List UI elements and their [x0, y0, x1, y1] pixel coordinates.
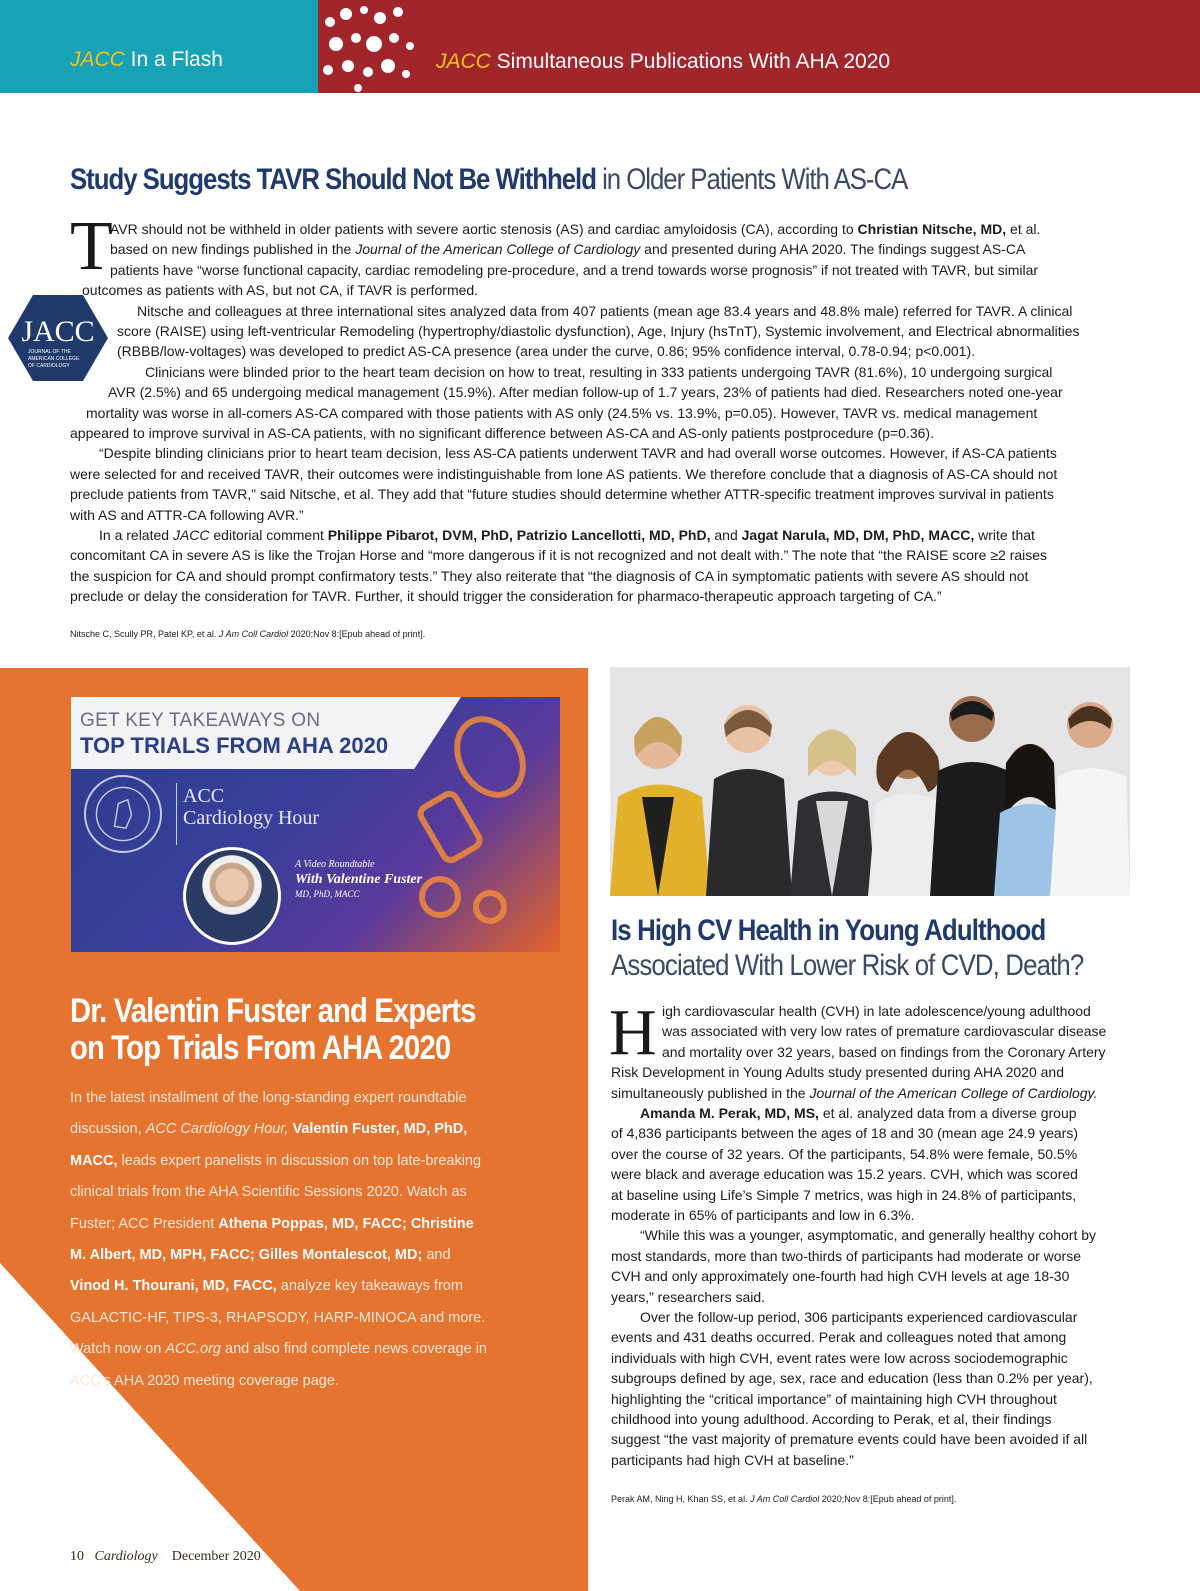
article2-text-line: individuals with high CVH, event rates were low across sociodemographic	[611, 1349, 1068, 1366]
article1-text-line: concomitant CA in severe AS is like the Trojan Horse and “more dangerous if it is not recognized and not dealt with.” The note that “the RAISE score ≥2 raises	[70, 547, 1048, 564]
video-promo-banner[interactable]	[71, 697, 560, 952]
article1-headline: Study Suggests TAVR Should Not Be Withheld in Older Patients With AS-CA	[70, 163, 908, 196]
article1-dropcap: T	[70, 208, 113, 285]
article2-text-line: moderate in 65% of participants and low in 6.3%.	[611, 1207, 915, 1223]
promo-text-line: Watch now on ACC.org and also find complete news coverage in	[70, 1341, 487, 1358]
article2-text-line: most standards, more than two-thirds of participants had moderate or worse	[611, 1247, 1081, 1264]
svg-text:JOURNAL OF THE: JOURNAL OF THE	[28, 349, 71, 355]
article1-text-line: AVR (2.5%) and 65 undergoing medical management (15.9%). After median follow-up of 1.7 years, 23% of patients had died. Researchers noted one-year	[108, 384, 1063, 401]
article1-text-line: outcomes as patients with AS, but not CA, if TAVR is performed.	[82, 282, 479, 299]
article2-text-line: of 4,836 participants between the ages of 18 and 30 (mean age 24.9 years)	[611, 1125, 1078, 1142]
article2-text-line: “While this was a younger, asymptomatic, and generally healthy cohort by	[640, 1227, 1097, 1244]
article2-subheadline: Associated With Lower Risk of CVD, Death?	[611, 949, 1084, 982]
article2-text-line: was associated with very low rates of premature cardiovascular disease	[662, 1023, 1107, 1040]
article2-text-line: subgroups defined by age, sex, race and education (less than 0.2% per year),	[611, 1370, 1093, 1387]
promo-title: TOP TRIALS FROM AHA 2020	[80, 733, 389, 758]
article2-text-line: igh cardiovascular health (CVH) in late adolescence/young adulthood	[662, 1003, 1091, 1019]
article2-text-line: Over the follow-up period, 306 participants experienced cardiovascular	[640, 1309, 1078, 1325]
page-number: 10	[70, 1549, 84, 1564]
promo-text-line: discussion, ACC Cardiology Hour, Valentin Fuster, MD, PhD,	[70, 1121, 468, 1138]
promo-text-line: ACC’s AHA 2020 meeting coverage page.	[70, 1372, 339, 1389]
promo-headline: Dr. Valentin Fuster and Experts on Top Trials From AHA 2020	[70, 992, 476, 1067]
article1-text-line: “Despite blinding clinicians prior to heart team decision, less AS-CA patients underwent TAVR and had overall worse outcomes. However, if AS-CA patients	[99, 445, 1057, 462]
article1-text-line: In a related JACC editorial comment Philippe Pibarot, DVM, PhD, Patrizio Lancellotti, MD, PhD, and Jagat Narula, MD, DM, PhD, MACC, write that	[99, 527, 1035, 543]
article2-text-line: highlighting the “critical importance” of maintaining high CVH throughout	[611, 1390, 1057, 1407]
article2-headline: Is High CV Health in Young Adulthood	[611, 914, 1046, 947]
article1-text-line: (RBBB/low-voltages) was developed to predict AS-CA presence (area under the curve, 0.86; 95% confidence interval, 0.78-0.94; p<0.001).	[117, 343, 975, 360]
promo-text-line: GALACTIC-HF, TIPS-3, RHAPSODY, HARP-MINOCA and more.	[70, 1309, 486, 1326]
acc-cardiology-hour-wordmark: ACC Cardiology Hour	[183, 785, 320, 829]
jacc-logo-badge	[8, 293, 108, 383]
article1-text-line: appeared to improve survival in AS-CA patients, with no significant difference between AS-CA and AS-only patients postprocedure (p=0.36).	[70, 425, 934, 441]
svg-text:JACC: JACC	[21, 315, 95, 348]
article1-text-line: AVR should not be withheld in older patients with severe aortic stenosis (AS) and cardiac amyloidosis (CA), according to Christian Nitsche, MD, et al.	[110, 221, 1041, 237]
article1-text-line: based on new findings published in the Journal of the American College of Cardiology and presented during AHA 2020. The findings suggest AS-CA	[110, 241, 1026, 258]
header-brand-band	[0, 0, 318, 93]
article1-text-line: score (RAISE) using left-ventricular Remodeling (hypertrophy/diastolic dysfunction), Age, Injury (hsTnT), Systemic involvement, and Electrical abnormalities	[117, 323, 1080, 339]
promo-subtitle: A Video Roundtable With Valentine Fuster MD, PhD, MACC	[295, 859, 423, 899]
article2-text-line: and mortality over 32 years, based on findings from the Coronary Artery	[662, 1043, 1106, 1060]
dot-pattern-graphic	[318, 0, 418, 93]
article2-text-line: suggest “the vast majority of premature events could have been avoided if all	[611, 1431, 1088, 1448]
article1-text-line: Clinicians were blinded prior to the heart team decision on how to treat, resulting in 333 patients undergoing TAVR (81.6%), 10 undergoing surgical	[145, 363, 1053, 380]
section-title: JACC Simultaneous Publications With AHA 2020	[436, 50, 891, 73]
article2-text-line: participants had high CVH at baseline.”	[611, 1451, 854, 1468]
promo-kicker: GET KEY TAKEAWAYS ON	[80, 710, 321, 731]
article1-citation: Nitsche C, Scully PR, Patel KP, et al. J Am Coll Cardiol 2020;Nov 8:[Epub ahead of print].	[70, 629, 426, 639]
article2-text-line: childhood into young adulthood. According to Perak, et al, their findings	[611, 1411, 1052, 1427]
acc-seal-icon	[84, 775, 162, 853]
article1-text-line: preclude or delay the consideration for TAVR. Further, it should trigger the consideration for pharmaco-therapeutic approach targeting of CA.”	[70, 588, 942, 605]
promo-separator	[176, 783, 177, 845]
article1-text-line: with AS and ATTR-CA following AVR.”	[70, 506, 304, 523]
article1-text-line: preclude patients from TAVR,” said Nitsche, et al. They add that “future studies should determine whether ATTR-specific treatment improves survival in patients	[70, 486, 1054, 503]
promo-text-line: clinical trials from the AHA Scientific Sessions 2020. Watch as	[70, 1184, 467, 1201]
article2-text-line: were black and average education was 15.2 years. CVH, which was scored	[611, 1166, 1078, 1183]
article1-text-line: mortality was worse in all-comers AS-CA compared with those patients with AS only (24.5% vs. 13.9%, p=0.05). However, TAVR vs. medical management	[86, 404, 1038, 421]
article2-text-line: CVH and only approximately one-fourth had high CVH levels at age 18-30	[611, 1268, 1070, 1285]
article2-text-line: simultaneously published in the Journal of the American College of Cardiology.	[611, 1084, 1098, 1101]
article1-text-line: Nitsche and colleagues at three international sites analyzed data from 407 patients (mean age 83.4 years and 48.8% male) referred for TAVR. A clinical	[137, 302, 1073, 319]
article2-citation: Perak AM, Ning H, Khan SS, et al. J Am Coll Cardiol 2020;Nov 8:[Epub ahead of print].	[611, 1494, 957, 1504]
article2-text-line: at baseline using Life’s Simple 7 metrics, was high in 24.8% of participants,	[611, 1186, 1077, 1203]
article1-text-line: the suspicion for CA and should prompt confirmatory tests.” They also reiterate that “the diagnosis of CA in symptomatic patients with severe AS should not	[70, 567, 1029, 584]
article1-text-line: patients have “worse functional capacity, cardiac remodeling pre-procedure, and a trend towards worse prognosis” if not treated with TAVR, but similar	[110, 261, 1039, 278]
article2-dropcap: H	[609, 996, 657, 1069]
promo-text-line: MACC, leads expert panelists in discussion on top late-breaking	[70, 1152, 482, 1169]
page-footer	[70, 1549, 261, 1565]
promo-text-line: In the latest installment of the long-standing expert roundtable	[70, 1090, 467, 1106]
issue-date: December 2020	[171, 1549, 261, 1564]
promo-text-line: Fuster; ACC President Athena Poppas, MD, FACC; Christine	[70, 1215, 474, 1232]
article2-text-line: events and 431 deaths occurred. Perak and colleagues noted that among	[611, 1329, 1067, 1346]
article2-text-line: Risk Development in Young Adults study presented during AHA 2020 and	[611, 1064, 1064, 1081]
promo-text-line: Vinod H. Thourani, MD, FACC, analyze key takeaways from	[70, 1278, 463, 1295]
group-photo	[610, 667, 1130, 896]
svg-text:OF CARDIOLOGY: OF CARDIOLOGY	[28, 363, 70, 369]
article2-text-line: over the course of 32 years. Of the participants, 54.8% were female, 50.5%	[611, 1145, 1078, 1162]
article2-text-line: years,” researchers said.	[611, 1288, 766, 1305]
header-title-band	[318, 0, 1200, 93]
promo-text-line: M. Albert, MD, MPH, FACC; Gilles Montalescot, MD; and	[70, 1247, 451, 1263]
fuster-portrait	[183, 847, 281, 945]
svg-text:AMERICAN COLLEGE: AMERICAN COLLEGE	[28, 356, 80, 362]
article2-text-line: Amanda M. Perak, MD, MS, et al. analyzed data from a diverse group	[640, 1105, 1077, 1121]
magazine-name: Cardiology	[94, 1549, 158, 1564]
section-brand: JACC In a Flash	[70, 48, 223, 71]
article1-text-line: were selected for and received TAVR, their outcomes were indistinguishable from lone AS patients. We therefore conclude that a diagnosis of AS-CA should not	[70, 465, 1058, 482]
